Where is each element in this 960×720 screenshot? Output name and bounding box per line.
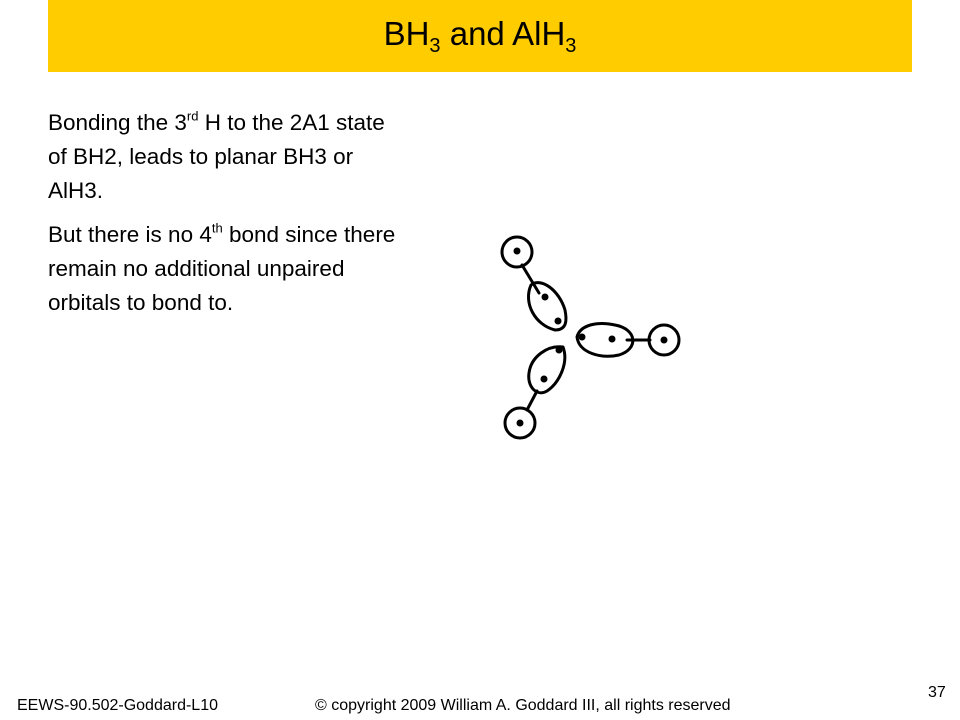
p1-text-b: H to the 2A1 state of BH2, leads to planar BH3 or AlH3. bbox=[48, 110, 385, 203]
lobe-right-tip bbox=[579, 334, 586, 341]
p2-text-b: bond since there remain no additional unpaired orbitals to bond to. bbox=[48, 222, 396, 315]
lobe-upper-dot bbox=[542, 294, 549, 301]
footer bbox=[0, 684, 960, 720]
body-text bbox=[48, 106, 408, 330]
lobe-upper-tip bbox=[555, 318, 562, 325]
lobe-right bbox=[577, 324, 633, 357]
slide-title bbox=[383, 14, 577, 57]
title-bh: BH bbox=[383, 14, 430, 52]
lobe-lower-tip bbox=[556, 347, 563, 354]
p1-text-a: Bonding the 3 bbox=[48, 110, 187, 135]
bond-lower bbox=[527, 391, 537, 410]
lobe-lower-dot bbox=[541, 376, 548, 383]
title-sub-bh: 3 bbox=[429, 34, 441, 57]
title-sub-alh: 3 bbox=[565, 34, 577, 57]
h-nucleus-right bbox=[661, 337, 668, 344]
p2-superscript: th bbox=[211, 220, 223, 236]
footer-copyright: © copyright 2009 William A. Goddard III, all rights reserved bbox=[315, 697, 731, 714]
h-nucleus-upper bbox=[514, 248, 521, 255]
footer-course-id: EEWS-90.502-Goddard-L10 bbox=[17, 697, 218, 714]
lobe-lower bbox=[529, 347, 565, 393]
lobe-right-dot bbox=[609, 336, 616, 343]
p1-superscript: rd bbox=[186, 108, 199, 124]
bh3-orbital-diagram bbox=[455, 225, 695, 445]
h-nucleus-lower bbox=[517, 420, 524, 427]
page-number: 37 bbox=[928, 684, 946, 701]
title-bar bbox=[48, 0, 912, 72]
paragraph-no-fourth-bond bbox=[48, 218, 408, 320]
p2-text-a: But there is no 4 bbox=[48, 222, 212, 247]
paragraph-bonding bbox=[48, 106, 408, 208]
title-alh: and AlH bbox=[440, 14, 566, 52]
